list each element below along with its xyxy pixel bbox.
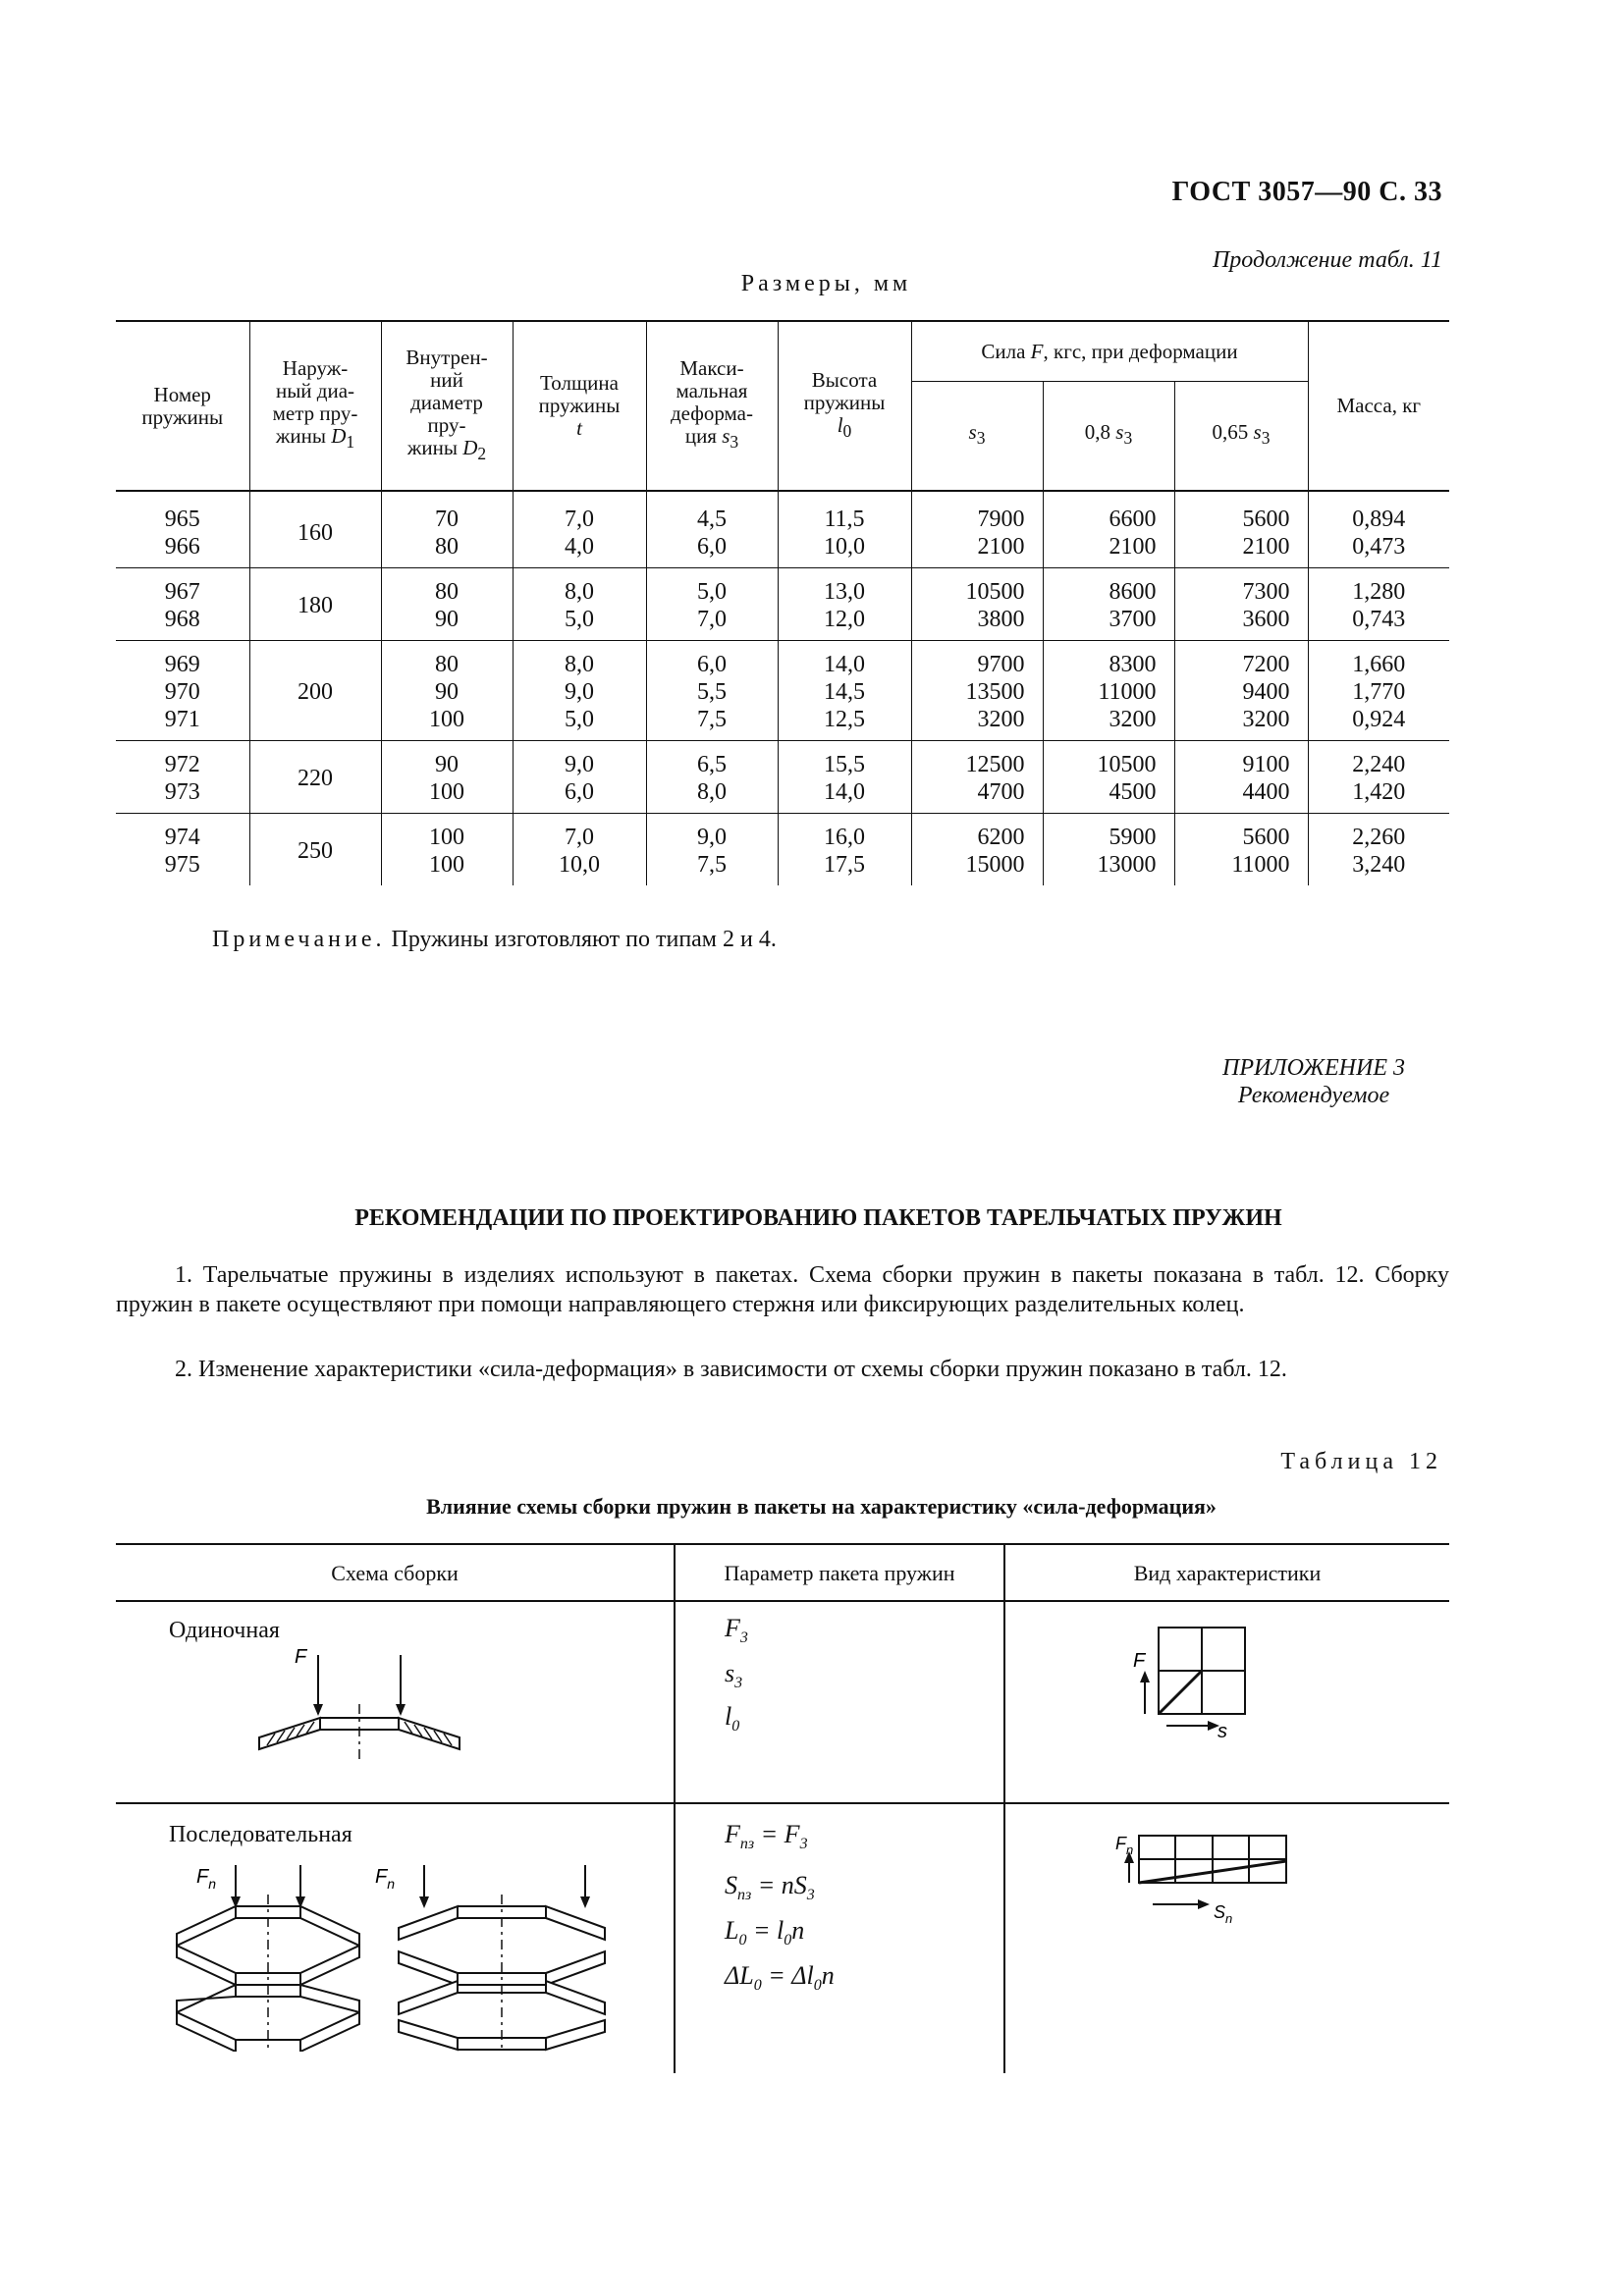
table12-header-characteristic: Вид характеристики [1133, 1561, 1322, 1585]
col-header-force-08s3: 0,8 $s_3$ [1043, 382, 1174, 492]
units-caption: Размеры, мм [740, 271, 912, 296]
col-header-force-065s3: 0,65 $s_3$ [1174, 382, 1308, 492]
single-characteristic-chart [1119, 1618, 1267, 1745]
table12-header-params: Параметр пакета пружин [724, 1561, 955, 1585]
col-header-height: Высота пружины $l_0$ [778, 321, 911, 491]
paragraph-2: 2. Изменение характеристики «сила-деформация» в зависимости от схемы сборки пружин показано в табл. 12. [175, 1357, 1287, 1382]
table-row: 972 973 220 90 100 9,0 6,0 6,5 8,0 15,5 14,0 12500 4700 10500 4500 9100 4400 2,240 1,420 [116, 741, 1449, 814]
table-row: 967 968 180 80 90 8,0 5,0 5,0 7,0 13,0 12,0 10500 3800 8600 3700 7300 3600 1,280 0,743 [116, 568, 1449, 641]
page-header: ГОСТ 3057—90 С. 33 [1171, 177, 1442, 207]
table-continuation: Продолжение табл. 11 [1212, 247, 1442, 273]
force-label: F [295, 1646, 307, 1668]
appendix-subtitle: Рекомендуемое [1237, 1083, 1390, 1108]
param-force-pack: $F_{пз} = F_3$ [725, 1820, 808, 1853]
param-deformation: $s_3$ [725, 1659, 743, 1692]
table12-title: Влияние схемы сборки пружин в пакеты на характеристику «сила-деформация» [426, 1494, 1217, 1519]
col-header-force-group: Сила F, кгс, при деформации [911, 321, 1308, 382]
section-title: РЕКОМЕНДАЦИИ ПО ПРОЕКТИРОВАНИЮ ПАКЕТОВ ТАРЕЛЬЧАТЫХ ПРУЖИН [354, 1205, 1282, 1231]
scheme-sequential-label: Последовательная [169, 1822, 352, 1847]
spring-dimensions-table [116, 320, 1449, 885]
col-header-mass: Масса, кг [1308, 321, 1449, 491]
table12-row-rule [116, 1802, 1449, 1804]
col-header-number: Номер пружины [116, 321, 249, 491]
table12-col-divider-2 [1003, 1543, 1005, 2073]
force-label: $F_n$ [196, 1866, 217, 1892]
param-height-pack: $L_0 = l_0n$ [725, 1916, 805, 1949]
param-delta-height-pack: $\Delta L_0 = \Delta l_0n$ [725, 1961, 835, 1995]
table12-caption: Таблица 12 [1280, 1449, 1442, 1474]
single-spring-drawing [245, 1645, 481, 1763]
chart-force-label: F [1133, 1650, 1146, 1672]
param-height: $l_0$ [725, 1702, 740, 1735]
col-header-outer-diameter: Наруж- ный диа- метр пру- жины $D_1$ [249, 321, 381, 491]
param-force: $F_3$ [725, 1614, 748, 1647]
table-row: 974 975 250 100 100 7,0 10,0 9,0 7,5 16,0 17,5 6200 15000 5900 13000 5600 11000 2,260 3,240 [116, 814, 1449, 886]
table12-header-rule [116, 1600, 1449, 1602]
col-header-inner-diameter: Внутрен- ний диаметр пру- жины $D_2$ [381, 321, 513, 491]
paragraph-1: 1. Тарельчатые пружины в изделиях используют в пакетах. Схема сборки пружин в пакеты показана в табл. 12. Сборку пружин в пакете осуществляют при помощи направляющего стержня или фиксирующих разделительных колец. [116, 1262, 1449, 1317]
col-header-max-deformation: Макси- мальная деформа- ция $s_3$ [646, 321, 778, 491]
table-row: 969 970 971 200 80 90 100 8,0 9,0 5,0 6,0 5,5 7,5 14,0 14,5 12,5 9700 13500 3200 8300 11000 3200 7200 9400 3200 1,660 1,770 0,924 [116, 641, 1449, 741]
sequential-spring-drawing [167, 1855, 619, 2052]
table12-top-rule [116, 1543, 1449, 1545]
table12-col-divider-1 [674, 1543, 676, 2073]
chart-deformation-label: $S_n$ [1214, 1902, 1233, 1926]
table-note: Примечание. Пружины изготовляют по типам 2 и 4. [212, 927, 777, 952]
appendix-title: ПРИЛОЖЕНИЕ 3 [1222, 1055, 1405, 1081]
force-label: $F_n$ [375, 1866, 396, 1892]
param-deformation-pack: $S_{пз} = nS_3$ [725, 1871, 815, 1904]
table-row: 965 966 160 70 80 7,0 4,0 4,5 6,0 11,5 10,0 7900 2100 6600 2100 5600 2100 0,894 0,473 [116, 491, 1449, 568]
col-header-force-s3: $s_3$ [911, 382, 1043, 492]
chart-force-label: $F_n$ [1115, 1834, 1134, 1857]
sequential-characteristic-chart [1109, 1826, 1306, 1934]
chart-deformation-label: s [1217, 1721, 1227, 1742]
scheme-single-label: Одиночная [169, 1618, 280, 1643]
appendix-label [1222, 1054, 1405, 1109]
table12-header-scheme: Схема сборки [331, 1561, 459, 1585]
col-header-thickness: Толщина пружины t [513, 321, 646, 491]
